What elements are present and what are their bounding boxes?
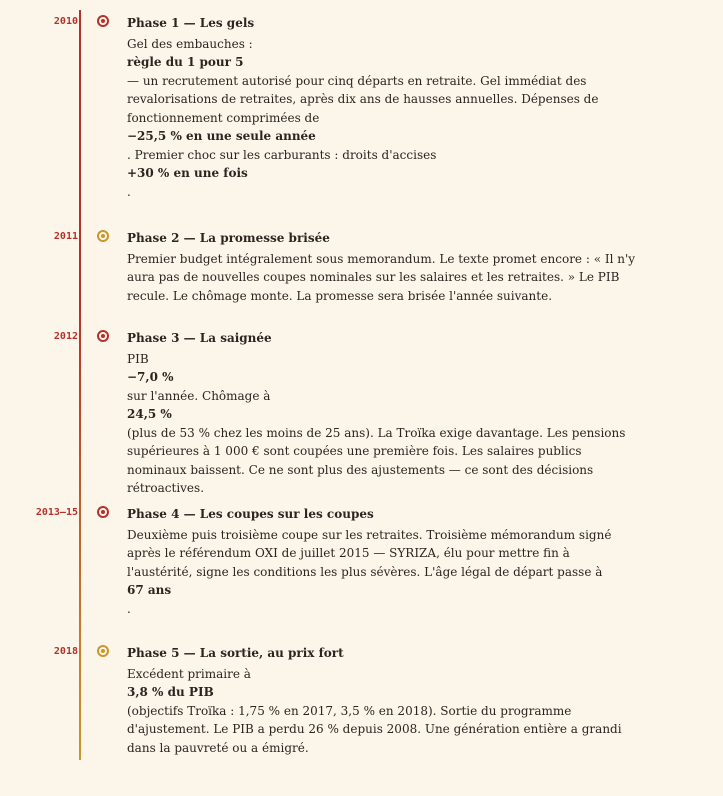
timeline-marker-icon <box>97 645 109 657</box>
phase-title: Phase 3 — La saignée <box>127 331 272 345</box>
phase-title: Phase 5 — La sortie, au prix fort <box>127 646 344 660</box>
phase-text: (objectifs Troïka : 1,75 % en 2017, 3,5 % en 2018). Sortie du programme d'ajustement. Le PIB a perdu 26 % depuis 2008. Une génération entière a grandi dans la pauvreté ou a émigré. <box>127 703 622 755</box>
phase-highlight: 3,8 % du PIB <box>127 685 214 699</box>
phase-text: Deuxième puis troisième coupe sur les retraites. Troisième mémorandum signé après le référendum OXI de juillet 2015 — SYRIZA, élu pour mettre fin à l'austérité, signe les conditions les plus sévères. L'âge légal de départ passe à <box>127 527 612 579</box>
phase-text: PIB <box>127 351 149 366</box>
phase-text: . <box>127 184 131 199</box>
timeline-marker-icon <box>97 15 109 27</box>
timeline-marker-icon <box>97 330 109 342</box>
phase-highlight: +30 % en une fois <box>127 166 248 180</box>
phase-highlight: règle du 1 pour 5 <box>127 55 244 69</box>
phase-year: 2018 <box>53 646 78 657</box>
phase-text: Excédent primaire à <box>127 666 251 681</box>
phase-title: Phase 2 — La promesse brisée <box>127 231 330 245</box>
timeline-marker-icon <box>97 230 109 242</box>
phase-text: (plus de 53 % chez les moins de 25 ans). La Troïka exige davantage. Les pensions supérieures à 1 000 € sont coupées une première fois. Les salaires publics nominaux baissent. Ce ne sont plus des ajustements — ce sont des décisions rétroactives. <box>127 425 626 495</box>
phase-year: 2010 <box>53 16 78 27</box>
phase-highlight: −7,0 % <box>127 370 174 384</box>
phase-text: . <box>127 601 131 616</box>
phase-highlight: 24,5 % <box>127 407 172 421</box>
timeline-rail <box>79 10 81 760</box>
phase-text: sur l'année. Chômage à <box>127 388 271 403</box>
phase-title: Phase 1 — Les gels <box>127 16 255 30</box>
phase-year: 2012 <box>53 331 78 342</box>
phase-text: — un recrutement autorisé pour cinq départs en retraite. Gel immédiat des revalorisations de retraites, après dix ans de hausses annuelles. Dépenses de fonctionnement comprimées de <box>127 73 599 125</box>
phase-highlight: −25,5 % en une seule année <box>127 129 316 143</box>
phase-highlight: 67 ans <box>127 583 172 597</box>
phase-text: Gel des embauches : <box>127 36 253 51</box>
phase-year: 2011 <box>53 231 78 242</box>
phase-text: Premier budget intégralement sous memorandum. Le texte promet encore : « Il n'y aura pas de nouvelles coupes nominales sur les salaires et les retraites. » Le PIB recule. Le chômage monte. La promesse sera brisée l'année suivante. <box>127 251 636 303</box>
phase-text: . Premier choc sur les carburants : droits d'accises <box>127 147 437 162</box>
phase-year: 2013–15 <box>35 507 78 518</box>
timeline-marker-icon <box>97 506 109 518</box>
phase-title: Phase 4 — Les coupes sur les coupes <box>127 507 374 521</box>
